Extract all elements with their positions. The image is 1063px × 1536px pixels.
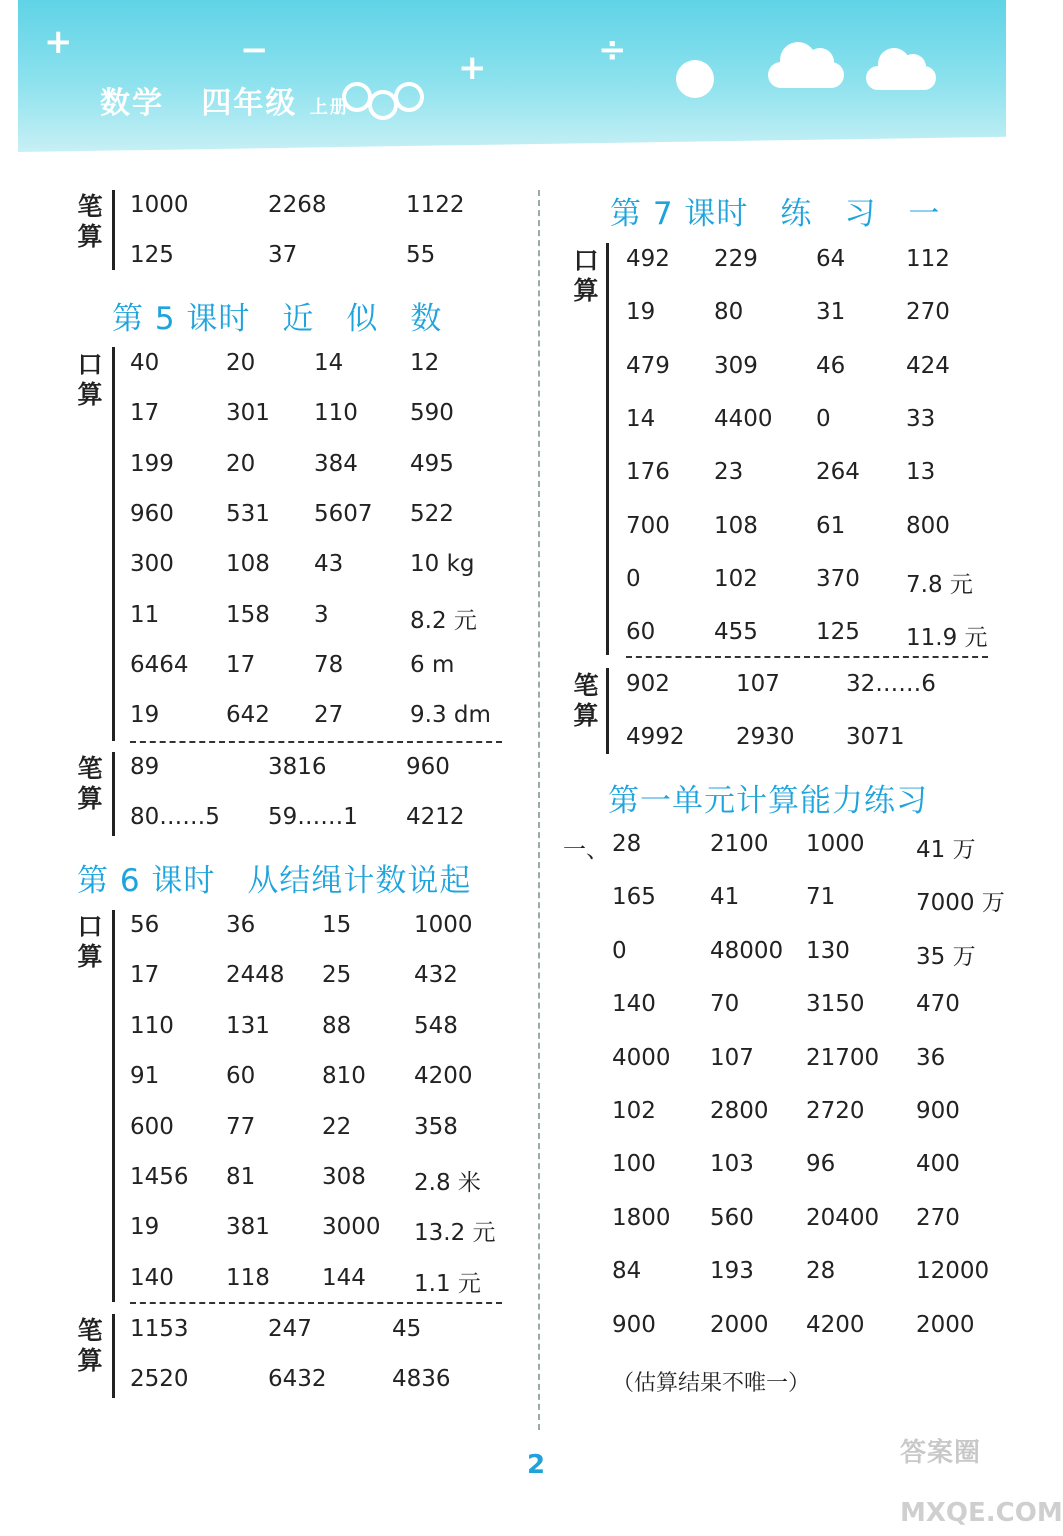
- minus-icon: −: [240, 30, 269, 70]
- answer-cell: 900: [916, 1098, 960, 1124]
- watermark-logo: 答案圈: [900, 1438, 982, 1468]
- answer-cell: 600: [130, 1113, 174, 1140]
- answer-cell: 176: [626, 459, 670, 486]
- answer-cell: 270: [906, 299, 950, 326]
- answer-cell: 11.9 元: [906, 625, 988, 652]
- answer-cell: 3150: [806, 991, 865, 1018]
- answer-cell: 14: [314, 350, 344, 376]
- oral-label: 口算: [77, 912, 103, 971]
- cloud-icon: [866, 66, 936, 90]
- answer-cell: 41 万: [916, 837, 976, 863]
- answer-cell: 32……6: [846, 671, 936, 697]
- answer-cell: 301: [226, 400, 270, 427]
- answer-cell: 131: [226, 1012, 270, 1039]
- mascot-logo: [342, 82, 424, 116]
- answer-cell: 1456: [130, 1164, 189, 1190]
- plus-icon: +: [44, 22, 73, 62]
- answer-cell: 56: [130, 912, 160, 938]
- answer-cell: 70: [710, 991, 740, 1018]
- label-bar: [606, 668, 609, 754]
- dashed-separator: [626, 656, 988, 658]
- answer-cell: 590: [410, 400, 454, 427]
- answer-cell: 17: [226, 651, 256, 678]
- written-label: 笔算: [77, 754, 103, 813]
- answer-cell: 700: [626, 512, 670, 539]
- answer-cell: 531: [226, 500, 270, 527]
- answer-cell: 1000: [414, 912, 473, 938]
- answer-cell: 37: [268, 242, 298, 268]
- label-bar: [112, 1314, 115, 1398]
- answer-cell: 21700: [806, 1044, 880, 1071]
- answer-cell: 381: [226, 1214, 270, 1241]
- answer-cell: 193: [710, 1258, 754, 1285]
- dashed-separator: [130, 741, 502, 743]
- written-label: 笔算: [77, 192, 103, 251]
- answer-cell: 900: [612, 1311, 656, 1338]
- answer-cell: 125: [130, 242, 174, 268]
- answer-cell: 19: [130, 1214, 160, 1241]
- answer-cell: 0: [612, 937, 627, 964]
- answer-cell: 424: [906, 352, 950, 379]
- answer-cell: 108: [226, 551, 270, 578]
- answer-cell: 108: [714, 512, 758, 539]
- answer-cell: 55: [406, 242, 436, 268]
- question-prefix: 一、: [563, 837, 609, 863]
- answer-cell: 642: [226, 702, 270, 729]
- answer-cell: 479: [626, 352, 670, 379]
- answer-cell: 13.2 元: [414, 1220, 496, 1247]
- answer-cell: 9.3 dm: [410, 702, 491, 729]
- header-banner: [18, 0, 1006, 152]
- answer-cell: 1153: [130, 1316, 189, 1342]
- answer-cell: 384: [314, 450, 358, 477]
- answer-cell: 2268: [268, 192, 327, 218]
- answer-cell: 112: [906, 246, 950, 272]
- answer-cell: 118: [226, 1264, 270, 1291]
- answer-cell: 5607: [314, 500, 373, 527]
- answer-cell: 455: [714, 619, 758, 646]
- answer-cell: 492: [626, 246, 670, 272]
- answer-cell: 140: [612, 991, 656, 1018]
- answer-cell: 3071: [846, 724, 905, 750]
- answer-cell: 2800: [710, 1098, 769, 1124]
- answer-cell: 27: [314, 702, 344, 729]
- answer-cell: 43: [314, 551, 344, 578]
- sun-icon: [676, 60, 714, 98]
- answer-cell: 25: [322, 962, 352, 989]
- answer-cell: 100: [612, 1151, 656, 1178]
- answer-cell: 64: [816, 246, 846, 272]
- answer-cell: 1122: [406, 192, 465, 218]
- answer-cell: 960: [406, 754, 450, 780]
- answer-cell: 1800: [612, 1204, 671, 1231]
- answer-cell: 4836: [392, 1366, 451, 1392]
- written-label: 笔算: [573, 671, 599, 730]
- label-bar: [112, 347, 115, 741]
- answer-cell: 19: [130, 702, 160, 729]
- answer-cell: 96: [806, 1151, 836, 1178]
- answer-cell: 2000: [916, 1311, 975, 1338]
- answer-cell: 102: [612, 1098, 656, 1124]
- answer-cell: 358: [414, 1113, 458, 1140]
- answer-cell: 107: [710, 1044, 754, 1071]
- estimate-note: （估算结果不唯一）: [612, 1371, 811, 1396]
- section-title: 第 5 课时 近 似 数: [112, 301, 443, 337]
- oral-label: 口算: [77, 350, 103, 409]
- answer-cell: 110: [314, 400, 358, 427]
- answer-cell: 130: [806, 937, 850, 964]
- answer-cell: 46: [816, 352, 846, 379]
- answer-cell: 0: [816, 405, 831, 432]
- answer-cell: 60: [626, 619, 656, 646]
- answer-cell: 23: [714, 459, 744, 486]
- watermark-url: MXQE.COM: [900, 1498, 1063, 1528]
- answer-cell: 270: [916, 1204, 960, 1231]
- answer-cell: 495: [410, 450, 454, 477]
- column-divider: [538, 190, 540, 1430]
- answer-cell: 810: [322, 1063, 366, 1090]
- page-number: 2: [527, 1450, 546, 1480]
- answer-cell: 432: [414, 962, 458, 989]
- answer-cell: 78: [314, 651, 344, 678]
- answer-cell: 80……5: [130, 804, 220, 830]
- oral-label: 口算: [573, 246, 599, 305]
- answer-cell: 2.8 米: [414, 1170, 481, 1196]
- answer-cell: 81: [226, 1164, 256, 1190]
- answer-cell: 2000: [710, 1311, 769, 1338]
- answer-cell: 4400: [714, 405, 773, 432]
- answer-cell: 15: [322, 912, 352, 938]
- answer-cell: 110: [130, 1012, 174, 1039]
- answer-cell: 7.8 元: [906, 571, 973, 598]
- answer-cell: 60: [226, 1063, 256, 1090]
- answer-cell: 88: [322, 1012, 352, 1039]
- answer-cell: 14: [626, 405, 656, 432]
- answer-cell: 1000: [806, 831, 865, 857]
- answer-cell: 308: [322, 1164, 366, 1190]
- answer-cell: 20: [226, 450, 256, 477]
- answer-cell: 4200: [806, 1311, 865, 1338]
- answer-cell: 84: [612, 1258, 642, 1285]
- written-label: 笔算: [77, 1316, 103, 1375]
- answer-cell: 36: [226, 912, 256, 938]
- answer-cell: 71: [806, 884, 836, 911]
- answer-cell: 6 m: [410, 651, 455, 678]
- answer-cell: 2520: [130, 1366, 189, 1392]
- answer-cell: 548: [414, 1012, 458, 1039]
- section-title: 第一单元计算能力练习: [608, 783, 928, 819]
- answer-cell: 17: [130, 962, 160, 989]
- answer-cell: 0: [626, 565, 641, 592]
- answer-cell: 3000: [322, 1214, 381, 1241]
- answer-cell: 4200: [414, 1063, 473, 1090]
- answer-cell: 103: [710, 1151, 754, 1178]
- answer-cell: 2930: [736, 724, 795, 750]
- answer-cell: 2100: [710, 831, 769, 857]
- answer-cell: 144: [322, 1264, 366, 1291]
- answer-cell: 2448: [226, 962, 285, 989]
- answer-cell: 309: [714, 352, 758, 379]
- answer-cell: 4000: [612, 1044, 671, 1071]
- answer-cell: 6464: [130, 651, 189, 678]
- answer-cell: 28: [806, 1258, 836, 1285]
- answer-cell: 22: [322, 1113, 352, 1140]
- answer-cell: 7000 万: [916, 890, 1005, 917]
- answer-cell: 2720: [806, 1098, 865, 1124]
- answer-cell: 800: [906, 512, 950, 539]
- book-title: [100, 78, 350, 122]
- label-bar: [112, 910, 115, 1302]
- answer-cell: 6432: [268, 1366, 327, 1392]
- answer-cell: 91: [130, 1063, 160, 1090]
- answer-cell: 10 kg: [410, 551, 475, 578]
- answer-cell: 125: [816, 619, 860, 646]
- answer-cell: 165: [612, 884, 656, 911]
- section-title: 第 6 课时 从结绳计数说起: [77, 863, 472, 899]
- answer-cell: 470: [916, 991, 960, 1018]
- plus-icon: +: [458, 48, 487, 88]
- answer-cell: 247: [268, 1316, 312, 1342]
- section-title: 第 7 课时 练 习 一: [610, 196, 941, 232]
- answer-cell: 199: [130, 450, 174, 477]
- answer-cell: 33: [906, 405, 936, 432]
- answer-cell: 1.1 元: [414, 1270, 481, 1297]
- answer-cell: 36: [916, 1044, 946, 1071]
- answer-cell: 48000: [710, 937, 784, 964]
- label-bar: [112, 752, 115, 836]
- dashed-separator: [130, 1302, 502, 1304]
- answer-cell: 400: [916, 1151, 960, 1178]
- answer-cell: 4992: [626, 724, 685, 750]
- answer-cell: 80: [714, 299, 744, 326]
- answer-cell: 45: [392, 1316, 422, 1342]
- answer-cell: 229: [714, 246, 758, 272]
- cloud-icon: [768, 62, 844, 88]
- answer-cell: 20400: [806, 1204, 880, 1231]
- volume-label: 上册: [309, 97, 350, 118]
- answer-cell: 35 万: [916, 943, 976, 970]
- grade-label: 四年级: [201, 86, 298, 121]
- divide-icon: ÷: [598, 30, 627, 70]
- answer-cell: 107: [736, 671, 780, 697]
- answer-cell: 158: [226, 601, 270, 628]
- answer-cell: 20: [226, 350, 256, 376]
- answer-cell: 102: [714, 565, 758, 592]
- answer-cell: 77: [226, 1113, 256, 1140]
- answer-cell: 4212: [406, 804, 465, 830]
- answer-cell: 3816: [268, 754, 327, 780]
- answer-cell: 902: [626, 671, 670, 697]
- answer-cell: 8.2 元: [410, 607, 477, 634]
- answer-cell: 12: [410, 350, 440, 376]
- answer-cell: 28: [612, 831, 642, 857]
- answer-cell: 140: [130, 1264, 174, 1291]
- answer-cell: 370: [816, 565, 860, 592]
- answer-cell: 522: [410, 500, 454, 527]
- subject-label: 数学: [100, 86, 164, 121]
- answer-cell: 1000: [130, 192, 189, 218]
- answer-cell: 960: [130, 500, 174, 527]
- label-bar: [606, 243, 609, 655]
- answer-cell: 17: [130, 400, 160, 427]
- answer-cell: 59……1: [268, 804, 358, 830]
- answer-cell: 300: [130, 551, 174, 578]
- answer-cell: 41: [710, 884, 740, 911]
- answer-cell: 12000: [916, 1258, 990, 1285]
- answer-cell: 13: [906, 459, 936, 486]
- answer-cell: 19: [626, 299, 656, 326]
- answer-cell: 89: [130, 754, 160, 780]
- answer-cell: 560: [710, 1204, 754, 1231]
- answer-cell: 3: [314, 601, 329, 628]
- label-bar: [112, 190, 115, 270]
- answer-cell: 40: [130, 350, 160, 376]
- answer-cell: 11: [130, 601, 160, 628]
- answer-cell: 31: [816, 299, 846, 326]
- answer-cell: 264: [816, 459, 860, 486]
- answer-cell: 61: [816, 512, 846, 539]
